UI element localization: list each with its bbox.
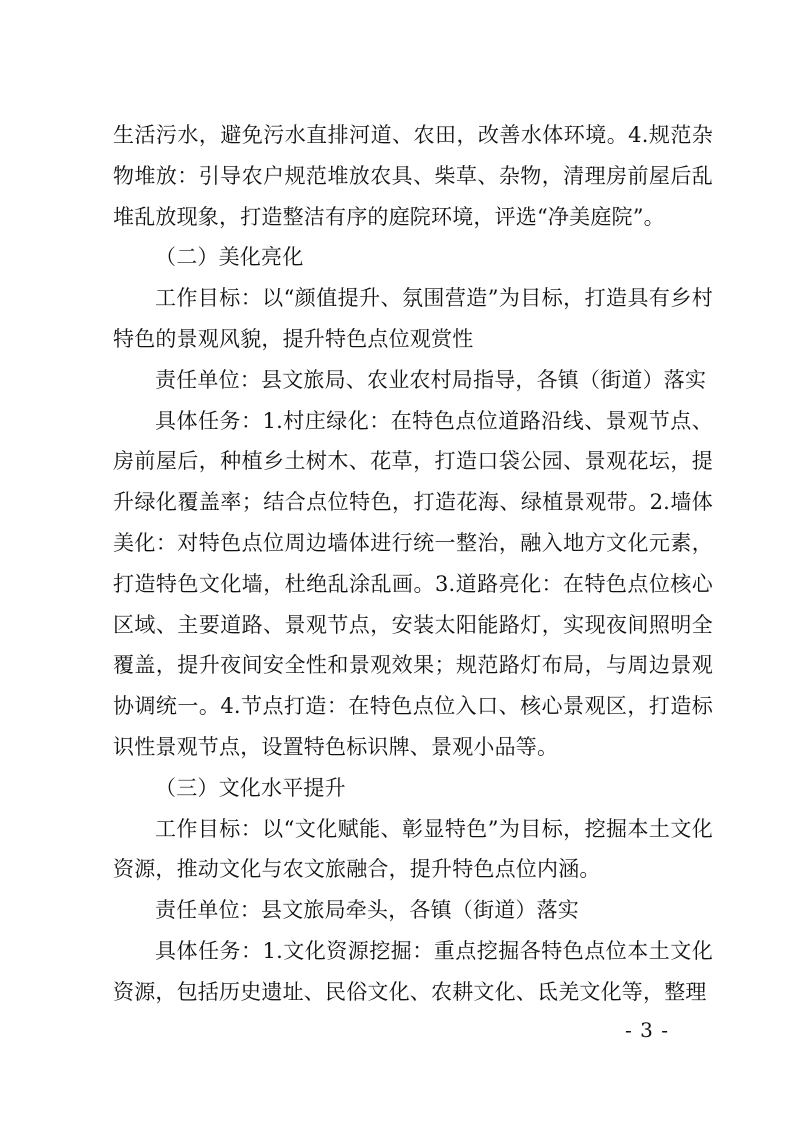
- paragraph-culture-unit: 责任单位：县文旅局牵头，各镇（街道）落实: [155, 898, 579, 923]
- page-number: - 3 -: [625, 1018, 669, 1042]
- paragraph-culture-goal: 工作目标：以“文化赋能、彰显特色”为目标，挖掘本土文化资源，推动文化与农文旅融合，提升特色点位内涵。: [113, 816, 713, 882]
- section-heading-culture: （三）文化水平提升: [155, 775, 346, 800]
- paragraph-continued: 生活污水，避免污水直排河道、农田，改善水体环境。4.规范杂物堆放：引导农户规范堆放农具、柴草、杂物，清理房前屋后乱堆乱放现象，打造整洁有序的庭院环境，评选“净美庭院”。: [113, 123, 713, 229]
- paragraph-responsible-unit: 责任单位：县文旅局、农业农村局指导，各镇（街道）落实: [155, 367, 707, 392]
- paragraph-culture-tasks: 具体任务：1.文化资源挖掘：重点挖掘各特色点位本土文化资源，包括历史遗址、民俗文化、农耕文化、氐羌文化等，整理: [113, 938, 713, 1004]
- paragraph-specific-tasks: 具体任务：1.村庄绿化：在特色点位道路沿线、景观节点、房前屋后，种植乡土树木、花草，打造口袋公园、景观花坛，提升绿化覆盖率；结合点位特色，打造花海、绿植景观带。2.墙体美化：对特色点位周边墙体进行统一整治，融入地方文化元素，打造特色文化墙，杜绝乱涂乱画。3.道路亮化：在特色点位核心区域、主要道路、景观节点，安装太阳能路灯，实现夜间照明全覆盖，提升夜间安全性和景观效果；规范路灯布局，与周边景观协调统一。4.节点打造：在特色点位入口、核心景观区，打造标识性景观节点，设置特色标识牌、景观小品等。: [113, 408, 713, 759]
- section-heading-beautify: （二）美化亮化: [155, 245, 304, 270]
- document-body: [113, 115, 713, 1013]
- paragraph-work-goal: 工作目标：以“颜值提升、氛围营造”为目标，打造具有乡村特色的景观风貌，提升特色点位观赏性: [113, 286, 713, 351]
